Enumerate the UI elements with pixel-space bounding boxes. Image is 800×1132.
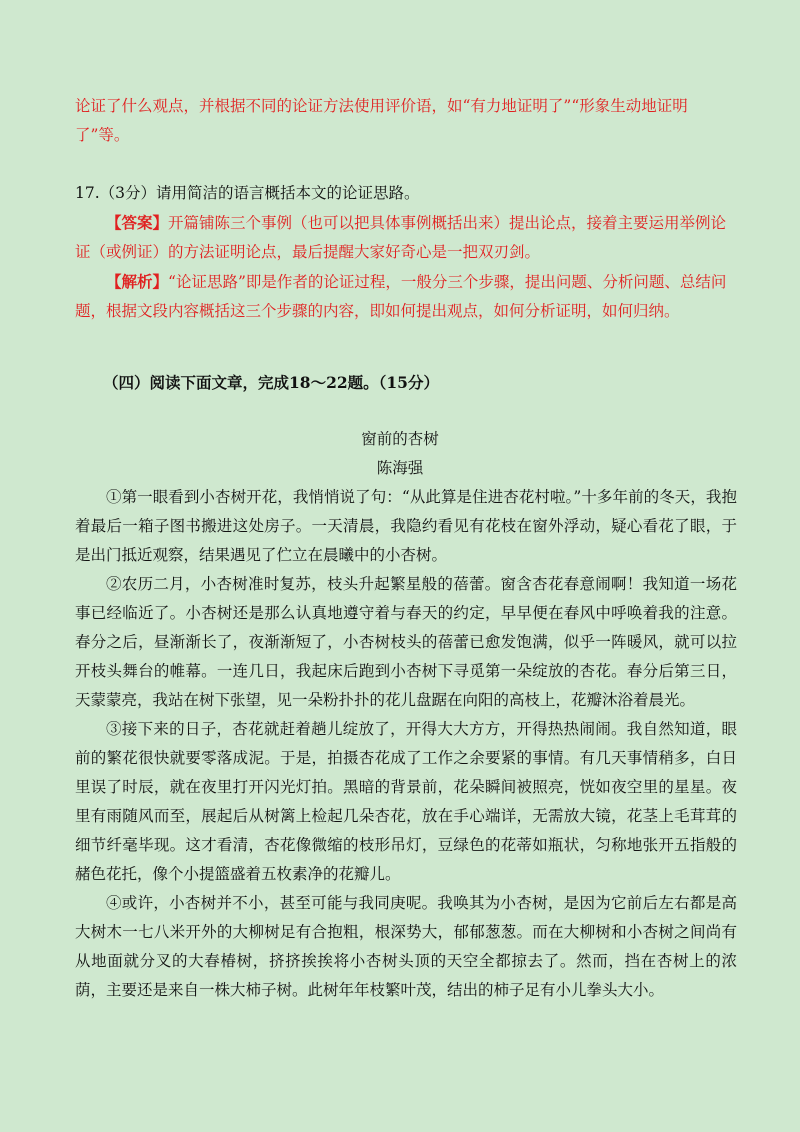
essay-paragraph-1: ①第一眼看到小杏树开花，我悄悄说了句：“从此算是住进杏花村啦。”十多年前的冬天，我抱着最后一箱子图书搬进这处房子。一天清晨，我隐约看见有花枝在窗外浮动，疑心看花了眼，于是出门抵近观察，结果遇见了伫立在晨曦中的小杏树。 xyxy=(75,488,737,564)
question-17-answer xyxy=(75,208,735,267)
intro-paragraph xyxy=(75,92,735,150)
essay-paragraph-4: ④或许，小杏树并不小，甚至可能与我同庚呢。我唤其为小杏树，是因为它前后左右都是高大树木一七八米开外的大柳树足有合抱粗，根深势大，郁郁葱葱。而在大柳树和小杏树之间尚有从地面就分叉的大春椿树，挤挤挨挨将小杏树头顶的天空全都掠去了。然而，挡在杏树上的浓荫，主要还是来自一株大柿子树。此树年年枝繁叶茂，结出的柿子足有小儿拳头大小。 xyxy=(75,894,737,999)
essay-author: 陈海强 xyxy=(376,459,424,477)
intro-text: 论证了什么观点，并根据不同的论证方法使用评价语，如“有力地证明了”“形象生动地证明了”等。 xyxy=(75,97,688,144)
essay-body xyxy=(75,483,737,1005)
answer-tag: 【答案】 xyxy=(106,213,169,232)
analysis-text: “论证思路”即是作者的论证过程，一般分三个步骤，提出问题、分析问题、总结问题，根据文段内容概括这三个步骤的内容，即如何提出观点，如何分析证明，如何归纳。 xyxy=(75,273,727,320)
answer-text: 开篇铺陈三个事例（也可以把具体事例概括出来）提出论点，接着主要运用举例论证（或例证）的方法证明论点，最后提醒大家好奇心是一把双刃剑。 xyxy=(75,214,727,261)
essay-paragraph-2: ②农历二月，小杏树准时复苏，枝头升起繁星般的蓓蕾。窗含杏花春意闹啊！我知道一场花事已经临近了。小杏树还是那么认真地遵守着与春天的约定，早早便在春风中呼唤着我的注意。春分之后，昼渐渐长了，夜渐渐短了，小杏树枝头的蓓蕾已愈发饱满，似乎一阵暖风，就可以拉开枝头舞台的帷幕。一连几日，我起床后跑到小杏树下寻觅第一朵绽放的杏花。春分后第三日，天蒙蒙亮，我站在树下张望，见一朵粉扑扑的花儿盘踞在向阳的高枝上，花瓣沐浴着晨光。 xyxy=(75,575,737,709)
essay-paragraph-3: ③接下来的日子，杏花就赶着趟儿绽放了，开得大大方方，开得热热闹闹。我自然知道，眼前的繁花很快就要零落成泥。于是，拍摄杏花成了工作之余要紧的事情。有几天事情稍多，白日里误了时辰，就在夜里打开闪光灯拍。黑暗的背景前，花朵瞬间被照亮，恍如夜空里的星星。夜里有雨随风而至，展起后从树篱上检起几朵杏花，放在手心端详，无需放大镜，花茎上毛茸茸的细节纤毫毕现。这才看清，杏花像微缩的枝形吊灯，豆绿色的花蒂如瓶状，匀称地张开五指般的赭色花托，像个小提篮盛着五枚素净的花瓣儿。 xyxy=(75,720,737,883)
analysis-tag: 【解析】 xyxy=(106,272,169,291)
essay-title: 窗前的杏树 xyxy=(361,430,439,448)
question-17 xyxy=(75,179,735,326)
section-heading: （四）阅读下面文章，完成18～22题。（15分） xyxy=(103,373,439,392)
question-17-analysis xyxy=(75,267,735,326)
question-17-stem: 17.（3分）请用简洁的语言概括本文的论证思路。 xyxy=(75,184,420,202)
